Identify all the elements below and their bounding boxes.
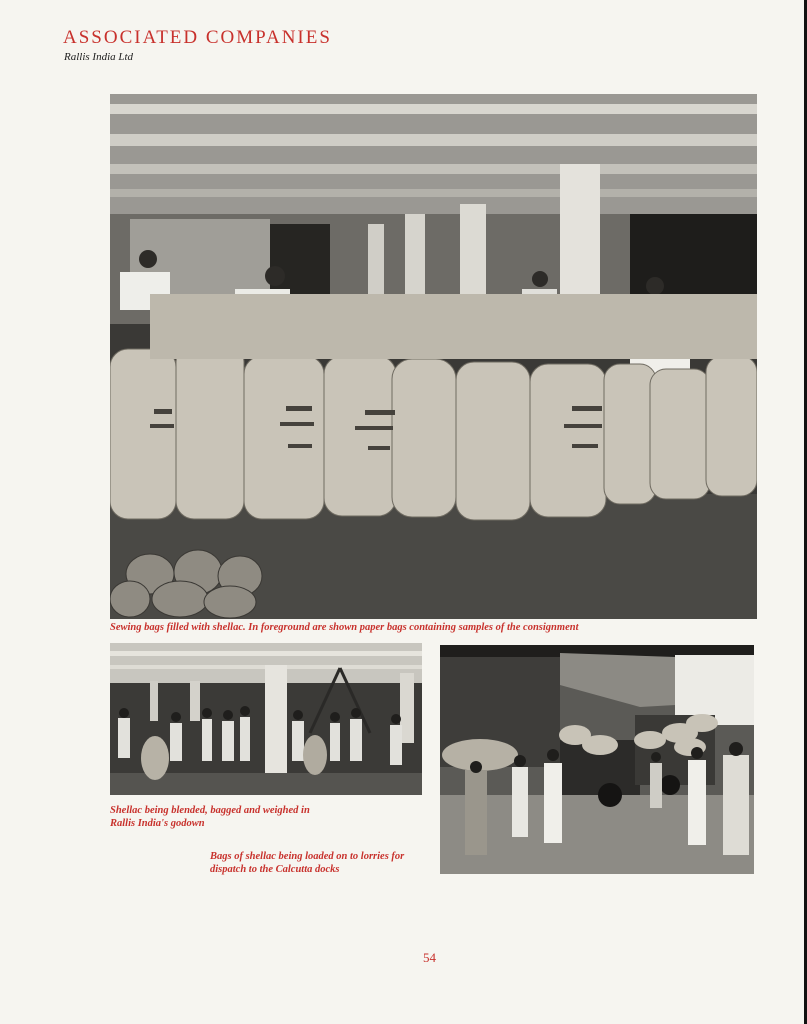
main-photo-caption: Sewing bags filled with shellac. In foreground are shown paper bags containing samples of the consignment [110, 622, 579, 633]
loading-photo-caption: Bags of shellac being loaded on to lorries for dispatch to the Calcutta docks [210, 851, 405, 875]
company-subtitle: Rallis India Ltd [64, 51, 134, 63]
warehouse-bags-photo [110, 94, 757, 619]
lorry-loading-photo [440, 645, 754, 874]
page-number: 54 [423, 950, 436, 965]
godown-photo-caption: Shellac being blended, bagged and weighed in Rallis India's godown [110, 805, 310, 829]
godown-blending-photo [110, 643, 422, 795]
section-title: ASSOCIATED COMPANIES [63, 27, 332, 48]
